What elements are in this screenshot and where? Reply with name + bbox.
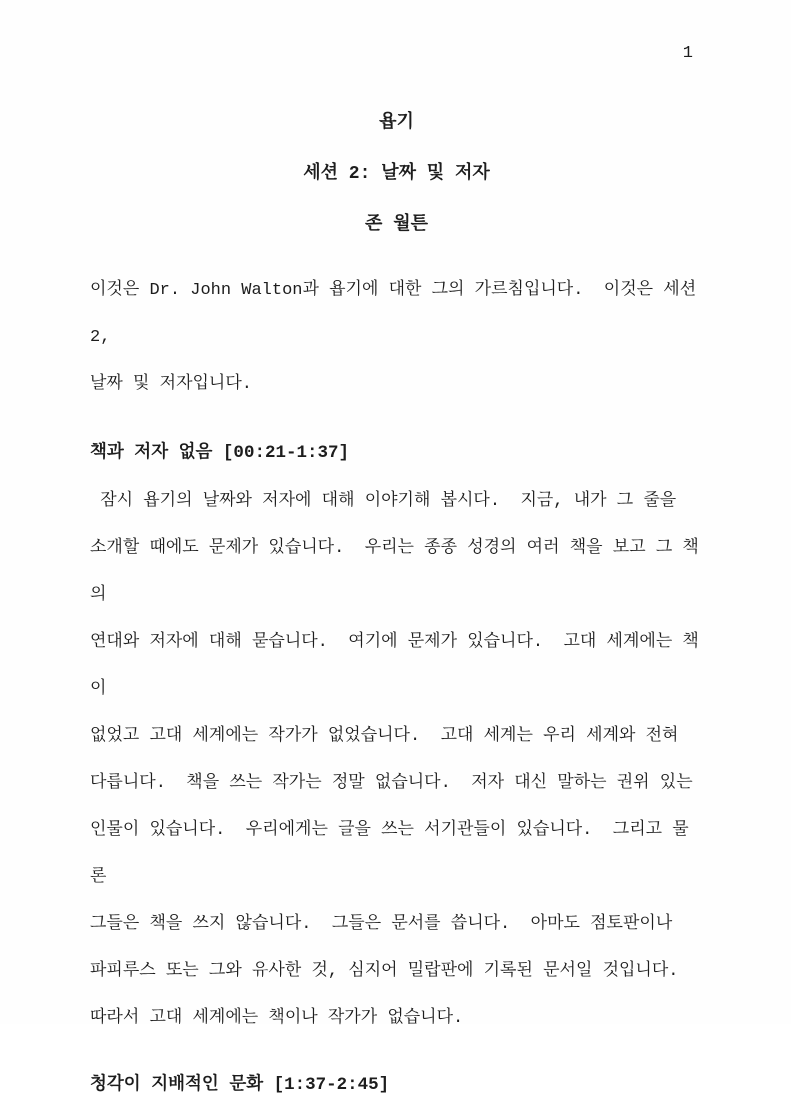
body-line: 그들은 책을 쓰지 않습니다. 그들은 문서를 씁니다. 아마도 점토판이나 — [90, 915, 673, 934]
intro-line: 이것은 Dr. John Walton과 욥기에 대한 그의 가르침입니다. 이것은 세션 2, — [90, 281, 707, 347]
body-line: 따라서 고대 세계에는 책이나 작가가 없습니다. — [90, 1009, 464, 1028]
intro-paragraph — [90, 267, 707, 408]
body-line: 없었고 고대 세계에는 작가가 없었습니다. 고대 세계는 우리 세계와 전혀 — [90, 727, 679, 746]
document-author: 존 월튼 — [365, 215, 428, 235]
intro-line: 날짜 및 저자입니다. — [90, 375, 252, 394]
body-line: 잠시 욥기의 날짜와 저자에 대해 이야기해 봅시다. 지금, 내가 그 줄을 — [90, 492, 677, 511]
section-heading-books-and-authors: 책과 저자 없음 [00:21-1:37] — [90, 443, 349, 463]
document-subtitle: 세션 2: 날짜 및 저자 — [303, 164, 490, 184]
page-number: 1 — [682, 44, 693, 63]
body-line: 인물이 있습니다. 우리에게는 글을 쓰는 서기관들이 있습니다. 그리고 물론 — [90, 821, 689, 887]
body-line: 연대와 저자에 대해 묻습니다. 여기에 문제가 있습니다. 고대 세계에는 책이 — [90, 633, 699, 699]
title-block — [90, 98, 703, 251]
body-line: 다릅니다. 책을 쓰는 작가는 정말 없습니다. 저자 대신 말하는 권위 있는 — [90, 774, 693, 793]
document-title: 욥기 — [379, 113, 414, 133]
section-heading-hearing-dominant-culture: 청각이 지배적인 문화 [1:37-2:45] — [90, 1075, 390, 1095]
body-line: 소개할 때에도 문제가 있습니다. 우리는 종종 성경의 여러 책을 보고 그 책의 — [90, 539, 699, 605]
body-line: 파피루스 또는 그와 유사한 것, 심지어 밀랍판에 기록된 문서일 것입니다. — [90, 962, 679, 981]
section-paragraph — [90, 478, 703, 1042]
